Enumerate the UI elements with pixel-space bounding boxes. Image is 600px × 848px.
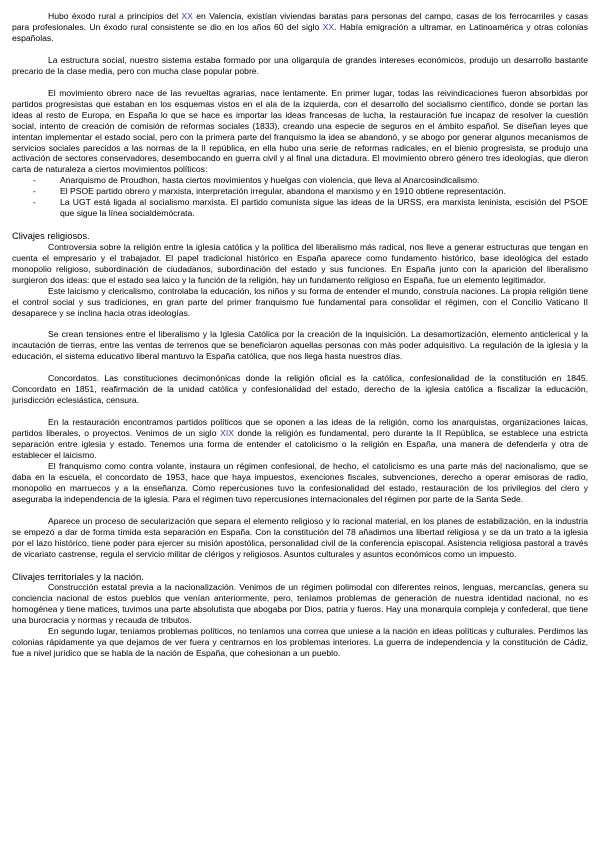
- paragraph-gap: [12, 318, 588, 329]
- paragraph-state-construction: Construcción estatal previa a la nacionalización. Venimos de un régimen polimodal con diferentes reinos, lenguas, mercancías, genera su conciencia nacional de estos pueblos que venían anteriormente, pero, teníamos problemas de generación de nuestra identidad nacional, no es homogénea y tiene matices, tuvimos una parte absolutista que abogaba por Dios, patria y fueros. Hay una monarquía compleja y confederal, que tiene una burocracia y normas y recauda de tributos.: [12, 582, 588, 626]
- paragraph-tensions: Se crean tensiones entre el liberalismo y la Iglesia Católica por la creación de la inquisición. La desamortización, elemento anticlerical y la incautación de tierras, entre las ventas de terrenos que se beneficiaron aquellas personas con más poder adquisitivo. La regulación de la iglesia y la educación, el sistema educativo liberal mantuvo la España católica, que nos llega hasta nuestros días.: [12, 329, 588, 362]
- century-numeral: XIX: [220, 428, 234, 439]
- text-segment: En la restauración encontramos partidos políticos que se oponen a las ideas de la religión, como los anarquistas, organizaciones laicas, partidos liberales, o proyectos. Venimos de un siglo: [12, 417, 588, 439]
- list-item-text: El PSOE partido obrero y marxista, interpretación irregular, abandona el marxismo y en 1910 obtiene representación.: [60, 186, 506, 197]
- list-item: [33, 197, 588, 219]
- paragraph-franquismo: El franquismo como contra volante, instaura un régimen confesional, de hecho, el catolicismo es una parte más del nacionalismo, que se daba en la escuela, el concordato de 1953, hace que haya impuestos, exenciones fiscales, subvenciones, derecho a operar emisoras de radio, monopolio en marruecos y a la enseñanza. Como repercusiones tuvo la confesionalidad del estado, restauración de los privilegios del clero y aseguraba la independencia de la iglesia. Para el régimen tuvo repercusiones internacionales del régimen por parte de la Santa Sede.: [12, 461, 588, 504]
- list-item: [33, 175, 588, 186]
- list-item-text: Anarquismo de Proudhon, hasta ciertos movimientos y huelgas con violencia, que lleva al Anarcosindicalismo.: [60, 175, 480, 186]
- text-segment: . Había emigración a ultramar, en Latinoamérica y otras colonias españolas.: [12, 21, 588, 43]
- paragraph-gap: [12, 406, 588, 417]
- text-segment: Hubo éxodo rural a principios del: [48, 11, 182, 21]
- text-segment: en Valencia, existían viviendas baratas para personas del campo, casas de los ferrocarriles y casas para profesionales. Un éxodo rural consistente se dio en los años 60 del siglo: [12, 11, 588, 32]
- paragraph-restoration: [12, 417, 588, 461]
- paragraph-political-problems: En segundo lugar, teníamos problemas políticos, no teníamos una correa que uniese a la nación en ideas políticas y culturales. Perdimos las colonias rápidamente ya que dejamos de ver fuera y centrarnos en los problemas interiores. La guerra de independencia y la constitución de Cádiz, fue a nivel jurídico que se habla de la nación de España, que cohesionan a un pueblo.: [12, 626, 588, 658]
- century-numeral: XX: [322, 21, 335, 32]
- ideologies-list: [12, 175, 588, 219]
- list-dash: -: [33, 197, 36, 208]
- paragraph-social-structure: La estructura social, nuestro sistema estaba formado por una oligarquía de grandes intereses económicos, produjo un desarrollo bastante precario de la clase media, pero con mucha clase popular pobre.: [12, 54, 588, 76]
- paragraph-gap: [12, 219, 588, 230]
- list-dash: -: [33, 175, 36, 186]
- paragraph-labor-movement: El movimiento obrero nace de las revueltas agrarias, nace lentamente. En primer lugar, todas las reivindicaciones fueron absorbidas por partidos progresistas que estaban en los esquemas vistos en el ala de la izquierda, con el desarrollo del socialismo científico, donde se portan las ideas al resto de Europa, en España lo que se hace es importar las ideas francesas de lucha, la restauración fue incapaz de resolver la cuestión social, intento de creación de comisión de reformas sociales (1833), creando una especie de seguros en el ámbito español. Se diseñan leyes que intentan implementar el estado social, pero con la primera parte del franquismo la idea se abandonó, y se abogo por generar algunos mecanismos de servicios sociales parecidos a las normas de la II república, en ella hubo una serie de reformas radicales, en el bienio progresista, se produjo una activación de sectores conservadores, desembocando en guerra civil y al final una dictadura. El movimiento obrero género tres ideologías, que dieron carta de naturaleza a ciertos movimientos políticos:: [12, 87, 588, 175]
- list-dash: -: [33, 186, 36, 197]
- century-numeral: XX: [181, 11, 193, 21]
- paragraph-laicism: Este laicismo y clericalismo, controlaba la educación, los niños y su forma de entender el mundo, construía naciones. La propia religión tiene el control social y sus tradiciones, en gran parte del primer franquismo fue fundamental para consolidar el régimen, con el Concilio Vaticano II desaparece y se inclina hacia otras ideologías.: [12, 285, 588, 318]
- paragraph-rural-exodus: [12, 11, 588, 44]
- list-item: [33, 186, 588, 197]
- section-heading-religious: Clivajes religiosos.: [12, 230, 90, 242]
- paragraph-concordats: Concordatos. Las constituciones decimonónicas donde la religión oficial es la católica, confesionalidad de la constitución en 1845. Concordato en 1851, reafirmación de la unidad católica y confesionalidad del estado, derecho de la iglesia católica a fiscalizar la educación, jurisdicción eclesiástica, censura.: [12, 373, 588, 406]
- section-heading-territorial: Clivajes territoriales y la nación.: [12, 570, 144, 582]
- text-segment: donde la religión es fundamental, pero durante la II República, se establece una estricta separación entre iglesia y estado. Tenemos una forma de entender el catolicismo o la religión en España, una manera de defenderla y otra de establecer el laicismo.: [12, 428, 588, 461]
- paragraph-gap: [12, 560, 588, 571]
- paragraph-secularization: Aparece un proceso de secularización que separa el elemento religioso y lo racional material, en los planes de estabilización, en la industria se empezó a dar de forma tímida esta separación en España. Con la constitución del 78 añadimos una libertad religiosa y se da un trato a la iglesia por el lazo histórico, tiene poder para ejercer su misión apostólica, personalidad civil de la conferencia episcopal. Asistencia religiosa pastoral a través de vicariato castrense, regula el servicio militar de clérigos y religiosos. Asuntos culturales y asuntos económicos como un impuesto.: [12, 515, 588, 559]
- list-item-text: La UGT está ligada al socialismo marxista. El partido comunista sigue las ideas de la URSS, era marxista leninista, escisión del PSOE que sigue la línea socialdemócrata.: [60, 197, 588, 219]
- paragraph-gap: [12, 505, 588, 516]
- paragraph-gap: [12, 77, 588, 88]
- paragraph-religious-controversy: Controversia sobre la religión entre la iglesia católica y la política del liberalismo más radical, nos lleve a generar estructuras que tengan en cuenta el empresario y el trabajador. El papel tradicional histórico en España aparece como fundamento histórico, base ideológica del estado monopolio religioso, subordinación de ciudadanos, subordinación del estado y sus funciones. En España junto con la aparición del liberalismo surgieron dos ideas: que el estado sea laico y la función de la religión, hay un fundamento religioso en España, fue un elemento legitimador.: [12, 241, 588, 285]
- paragraph-gap: [12, 44, 588, 55]
- paragraph-gap: [12, 362, 588, 373]
